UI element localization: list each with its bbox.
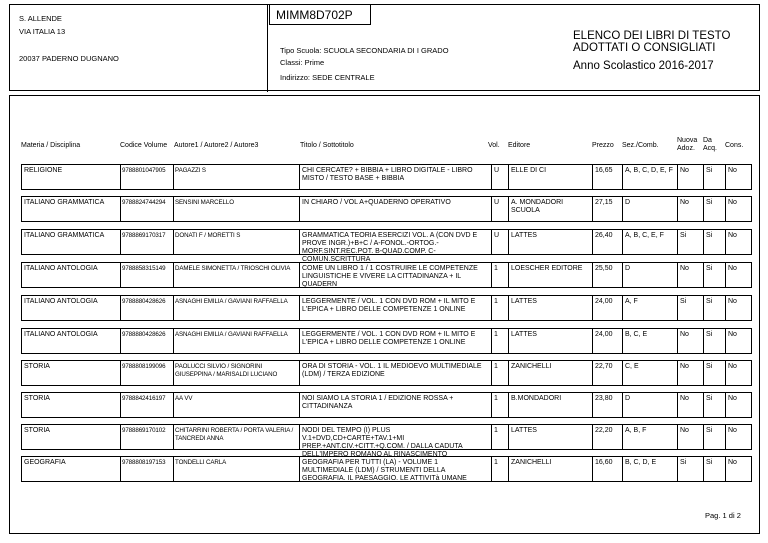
col-nuova: Nuova Adoz.: [677, 137, 698, 152]
cell-editore: B.MONDADORI: [508, 392, 593, 418]
cell-vol: 1: [491, 456, 509, 482]
cell-vol: 1: [491, 262, 509, 288]
cell-sez: B, C, E: [622, 328, 678, 354]
school-year: Anno Scolastico 2016-2017: [573, 60, 714, 72]
cell-nuova-adoz: Si: [677, 229, 704, 255]
cell-autori: TONDELLI CARLA: [173, 456, 300, 482]
cell-cons: No: [725, 229, 752, 255]
table-row: [21, 424, 751, 458]
cell-da-acq: Si: [703, 360, 726, 386]
table-row: [21, 295, 751, 321]
cell-editore: A. MONDADORI SCUOLA: [508, 196, 593, 222]
indirizzo: Indirizzo: SEDE CENTRALE: [280, 73, 375, 82]
table-row: [21, 456, 751, 482]
table-row: [21, 164, 751, 190]
cell-sez: D: [622, 262, 678, 288]
cell-materia: GEOGRAFIA: [21, 456, 121, 482]
cell-editore: ZANICHELLI: [508, 360, 593, 386]
cell-cons: No: [725, 164, 752, 190]
cell-prezzo: 16,65: [592, 164, 623, 190]
school-name: S. ALLENDE: [19, 14, 62, 23]
cell-cons: No: [725, 196, 752, 222]
cell-codice: 9788869170102: [120, 424, 174, 450]
cell-prezzo: 27,15: [592, 196, 623, 222]
col-cons: Cons.: [725, 142, 744, 149]
cell-prezzo: 24,00: [592, 295, 623, 321]
cell-autori: SENSINI MARCELLO: [173, 196, 300, 222]
cell-editore: ZANICHELLI: [508, 456, 593, 482]
cell-vol: 1: [491, 360, 509, 386]
page-number: Pag. 1 di 2: [705, 511, 741, 520]
cell-autori: PAOLUCCI SILVIO / SIGNORINI GIUSEPPINA / MARISALDI LUCIANO: [173, 360, 300, 386]
cell-codice: 9788869170317: [120, 229, 174, 255]
cell-titolo: IN CHIARO / VOL A+QUADERNO OPERATIVO: [299, 196, 492, 222]
cell-prezzo: 25,50: [592, 262, 623, 288]
cell-vol: U: [491, 196, 509, 222]
cell-sez: A, B, C, D, E, F: [622, 164, 678, 190]
cell-editore: ELLE DI CI: [508, 164, 593, 190]
table-row: [21, 360, 751, 386]
cell-sez: A, B, F: [622, 424, 678, 450]
cell-sez: B, C, D, E: [622, 456, 678, 482]
cell-editore: LOESCHER EDITORE: [508, 262, 593, 288]
cell-vol: 1: [491, 392, 509, 418]
cell-editore: LATTES: [508, 295, 593, 321]
col-autori: Autore1 / Autore2 / Autore3: [174, 142, 259, 149]
cell-da-acq: Si: [703, 196, 726, 222]
classi: Classi: Prime: [280, 58, 325, 67]
cell-codice: 9788824744294: [120, 196, 174, 222]
cell-materia: STORIA: [21, 360, 121, 386]
school-address: VIA ITALIA 13: [19, 27, 66, 36]
cell-nuova-adoz: No: [677, 262, 704, 288]
table-row: [21, 262, 751, 288]
cell-vol: U: [491, 229, 509, 255]
cell-nuova-adoz: Si: [677, 295, 704, 321]
cell-da-acq: Si: [703, 295, 726, 321]
cell-prezzo: 22,20: [592, 424, 623, 450]
col-codice: Codice Volume: [120, 142, 168, 149]
cell-sez: A, B, C, E, F: [622, 229, 678, 255]
cell-autori: CHITARRINI ROBERTA / PORTA VALERIA / TANCREDI ANNA: [173, 424, 300, 450]
school-city: 20037 PADERNO DUGNANO: [19, 54, 119, 63]
cell-prezzo: 24,00: [592, 328, 623, 354]
cell-codice: 9788801047905: [120, 164, 174, 190]
cell-sez: D: [622, 196, 678, 222]
cell-sez: C, E: [622, 360, 678, 386]
cell-materia: RELIGIONE: [21, 164, 121, 190]
cell-titolo: COME UN LIBRO 1 / 1 COSTRUIRE LE COMPETENZE LINGUISTICHE E VIVERE LA CITTADINANZA + IL QUADERN: [299, 262, 492, 288]
cell-nuova-adoz: No: [677, 328, 704, 354]
cell-da-acq: Si: [703, 328, 726, 354]
col-titolo: Titolo / Sottotitolo: [300, 142, 354, 149]
cell-editore: LATTES: [508, 229, 593, 255]
cell-da-acq: Si: [703, 392, 726, 418]
cell-da-acq: Si: [703, 229, 726, 255]
cell-nuova-adoz: No: [677, 424, 704, 450]
cell-titolo: GEOGRAFIA PER TUTTI (LA) - VOLUME 1 MULTIMEDIALE (LDM) / STRUMENTI DELLA GEOGRAFIA. IL PAESAGGIO. LE ATTIVITà UMANE: [299, 456, 492, 482]
cell-vol: U: [491, 164, 509, 190]
cell-autori: ASNAGHI EMILIA / GAVIANI RAFFAELLA: [173, 328, 300, 354]
cell-materia: ITALIANO ANTOLOGIA: [21, 295, 121, 321]
col-materia: Materia / Disciplina: [21, 142, 81, 149]
col-sez: Sez./Comb.: [622, 142, 659, 149]
cell-vol: 1: [491, 328, 509, 354]
cell-titolo: NODI DEL TEMPO (I) PLUS V.1+DVD,CD+CARTE+TAV.1+MI PREP.+ANT.CIV.+CITT.+Q.COM. / DALLA CADUTA DELL'IMPERO ROMANO AL RINASCIMENTO: [299, 424, 492, 450]
table-row: [21, 392, 751, 418]
cell-titolo: ORA DI STORIA - VOL. 1 IL MEDIOEVO MULTIMEDIALE (LDM) / TERZA EDIZIONE: [299, 360, 492, 386]
cell-materia: ITALIANO ANTOLOGIA: [21, 262, 121, 288]
cell-materia: ITALIANO ANTOLOGIA: [21, 328, 121, 354]
cell-titolo: LEGGERMENTE / VOL. 1 CON DVD ROM + IL MITO E L'EPICA + LIBRO DELLE COMPETENZE 1 ONLINE: [299, 328, 492, 354]
cell-cons: No: [725, 262, 752, 288]
col-editore: Editore: [508, 142, 531, 149]
cell-autori: PAGAZZI S: [173, 164, 300, 190]
cell-cons: No: [725, 392, 752, 418]
cell-materia: ITALIANO GRAMMATICA: [21, 229, 121, 255]
document-header: [9, 4, 760, 91]
cell-sez: D: [622, 392, 678, 418]
cell-autori: AA VV: [173, 392, 300, 418]
col-da: Da Acq.: [703, 137, 718, 152]
cell-codice: 9788808199096: [120, 360, 174, 386]
cell-da-acq: Si: [703, 164, 726, 190]
cell-cons: No: [725, 456, 752, 482]
table-row: [21, 229, 751, 263]
cell-materia: STORIA: [21, 392, 121, 418]
cell-codice: 9788808197153: [120, 456, 174, 482]
cell-editore: LATTES: [508, 424, 593, 450]
cell-nuova-adoz: Si: [677, 456, 704, 482]
cell-materia: STORIA: [21, 424, 121, 450]
cell-titolo: GRAMMATICA TEORIA ESERCIZI VOL. A (CON DVD E PROVE INGR.)+B+C / A-FONOL.-ORTOG.-MORF.SINT.REC.POT. B-QUAD.COMP. C-COMUN.SCRITTURA: [299, 229, 492, 255]
cell-prezzo: 22,70: [592, 360, 623, 386]
cell-da-acq: Si: [703, 456, 726, 482]
cell-vol: 1: [491, 295, 509, 321]
col-prezzo: Prezzo: [592, 142, 614, 149]
cell-codice: 9788858315149: [120, 262, 174, 288]
col-vol: Vol.: [488, 142, 500, 149]
cell-prezzo: 23,80: [592, 392, 623, 418]
cell-da-acq: Si: [703, 424, 726, 450]
cell-editore: LATTES: [508, 328, 593, 354]
cell-prezzo: 26,40: [592, 229, 623, 255]
school-info: [10, 5, 268, 92]
cell-materia: ITALIANO GRAMMATICA: [21, 196, 121, 222]
cell-prezzo: 16,60: [592, 456, 623, 482]
cell-nuova-adoz: No: [677, 360, 704, 386]
cell-autori: DONATI F / MORETTI S: [173, 229, 300, 255]
cell-cons: No: [725, 360, 752, 386]
table-row: [21, 196, 751, 222]
cell-titolo: LEGGERMENTE / VOL. 1 CON DVD ROM + IL MITO E L'EPICA + LIBRO DELLE COMPETENZE 1 ONLINE: [299, 295, 492, 321]
cell-cons: No: [725, 295, 752, 321]
cell-codice: 9788880428626: [120, 328, 174, 354]
cell-nuova-adoz: No: [677, 164, 704, 190]
cell-cons: No: [725, 328, 752, 354]
cell-nuova-adoz: No: [677, 196, 704, 222]
table-row: [21, 328, 751, 354]
cell-nuova-adoz: No: [677, 392, 704, 418]
cell-codice: 9788880428626: [120, 295, 174, 321]
document-title: ELENCO DEI LIBRI DI TESTO ADOTTATI O CONSIGLIATI: [573, 30, 731, 54]
cell-codice: 9788842416197: [120, 392, 174, 418]
cell-titolo: NOI SIAMO LA STORIA 1 / EDIZIONE ROSSA + CITTADINANZA: [299, 392, 492, 418]
cell-sez: A, F: [622, 295, 678, 321]
cell-cons: No: [725, 424, 752, 450]
tipo-scuola: Tipo Scuola: SCUOLA SECONDARIA DI I GRADO: [280, 46, 449, 55]
cell-autori: DAMELE SIMONETTA / TRIOSCHI OLIVIA: [173, 262, 300, 288]
cell-da-acq: Si: [703, 262, 726, 288]
cell-titolo: CHI CERCATE? + BIBBIA + LIBRO DIGITALE - LIBRO MISTO / TESTO BASE + BIBBIA: [299, 164, 492, 190]
school-code: MIMM8D702P: [269, 4, 371, 25]
cell-autori: ASNAGHI EMILIA / GAVIANI RAFFAELLA: [173, 295, 300, 321]
cell-vol: 1: [491, 424, 509, 450]
